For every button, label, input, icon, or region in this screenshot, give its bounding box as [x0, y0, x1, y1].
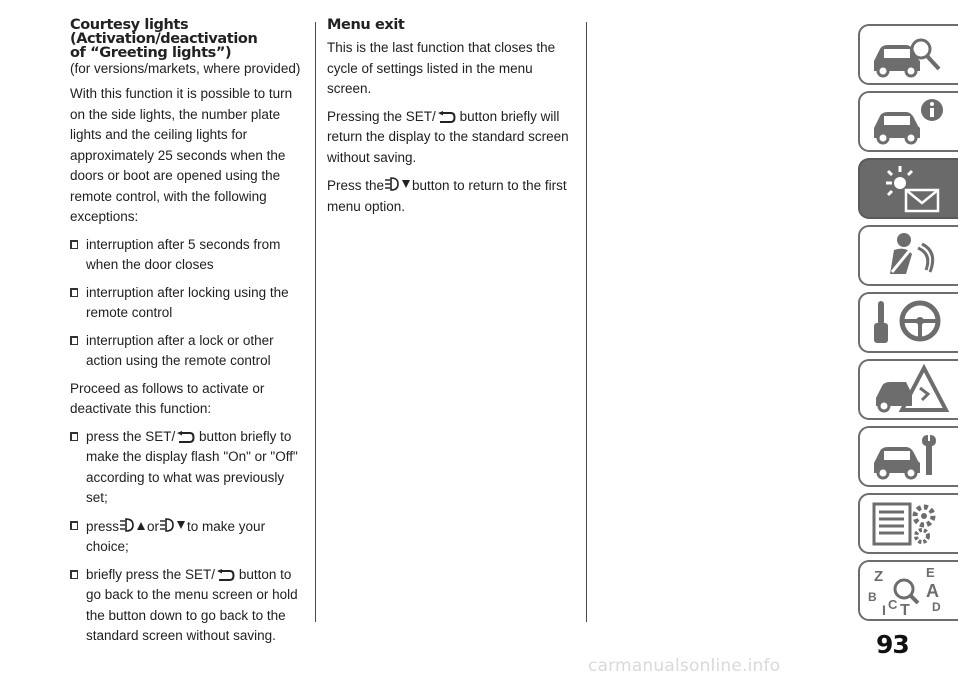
lights-down-icon: [384, 175, 412, 193]
tab-car-search[interactable]: [858, 24, 958, 85]
bullet-square-icon: [70, 521, 78, 530]
left-column: [70, 18, 302, 654]
exception-item: interruption after a lock or other action using the remote control: [70, 331, 302, 372]
menu-exit-paragraph: Press the button to return to the first menu option.: [327, 175, 579, 217]
car-service-wrench-icon: [866, 431, 951, 483]
svg-text:I: I: [882, 602, 886, 617]
tab-car-service[interactable]: [858, 426, 958, 487]
watermark: carmanualsonline.info: [588, 656, 781, 676]
right-column: [327, 18, 579, 224]
svg-text:B: B: [868, 590, 877, 604]
section-heading-courtesy-lights: Courtesy lights (Activation/deactivation of “Greeting lights”): [70, 17, 258, 61]
key-steering-wheel-icon: [866, 297, 951, 349]
step-item: press or to make your choice;: [70, 516, 302, 558]
tab-car-info[interactable]: [858, 91, 958, 152]
svg-text:T: T: [900, 602, 910, 617]
exception-item: interruption after locking using the remote control: [70, 283, 302, 324]
return-arrow-icon: [175, 431, 195, 444]
technical-data-gears-icon: [866, 498, 951, 550]
svg-text:A: A: [926, 581, 939, 601]
menu-exit-paragraph: This is the last function that closes the cycle of settings listed in the menu screen.: [327, 40, 556, 96]
airbag-seatbelt-icon: [866, 230, 951, 282]
svg-text:E: E: [926, 565, 935, 580]
lights-down-icon: [159, 516, 187, 534]
emergency-triangle-icon: [866, 364, 951, 416]
tab-technical-data[interactable]: [858, 493, 958, 554]
warning-lights-messages-icon: [866, 163, 951, 215]
section-heading-menu-exit: Menu exit: [327, 17, 405, 33]
column-divider: [586, 22, 587, 622]
step-item: press the SET/ button briefly to make the display flash "On" or "Off" according to what was previously set;: [70, 427, 302, 509]
menu-exit-paragraph: Pressing the SET/ button briefly will return the display to the standard screen without saving.: [327, 108, 569, 165]
bullet-square-icon: [70, 336, 78, 345]
intro-paragraph: With this function it is possible to turn on the side lights, the number plate lights and the ceiling lights for approximately 25 seconds when the doors or boot are opened using the remote control, with the following exceptions:: [70, 86, 293, 224]
subheading: (for versions/markets, where provided): [70, 61, 301, 76]
bullet-square-icon: [70, 570, 78, 579]
procedure-intro: Proceed as follows to activate or deactivate this function:: [70, 380, 265, 416]
bullet-square-icon: [70, 288, 78, 297]
car-info-icon: [866, 96, 951, 148]
tab-warning-lights-messages[interactable]: [858, 158, 958, 219]
return-arrow-icon: [436, 111, 456, 124]
svg-text:C: C: [888, 597, 898, 612]
alphabetical-index-icon: [866, 565, 951, 617]
svg-text:D: D: [932, 600, 941, 614]
car-search-icon: [866, 29, 951, 81]
bullet-square-icon: [70, 432, 78, 441]
return-arrow-icon: [215, 569, 235, 582]
column-divider: [315, 22, 316, 622]
exception-item: interruption after 5 seconds from when the door closes: [70, 235, 302, 276]
tab-emergency[interactable]: [858, 359, 958, 420]
svg-text:Z: Z: [874, 568, 884, 585]
step-item: briefly press the SET/ button to go back to the menu screen or hold the button down to go back to the standard screen without saving.: [70, 565, 302, 647]
page-number: 93: [876, 630, 909, 659]
tab-airbag-seatbelt[interactable]: [858, 225, 958, 286]
tab-alphabetical-index[interactable]: [858, 560, 958, 621]
lights-up-icon: [119, 516, 147, 534]
bullet-square-icon: [70, 240, 78, 249]
tab-key-steering-wheel[interactable]: [858, 292, 958, 353]
